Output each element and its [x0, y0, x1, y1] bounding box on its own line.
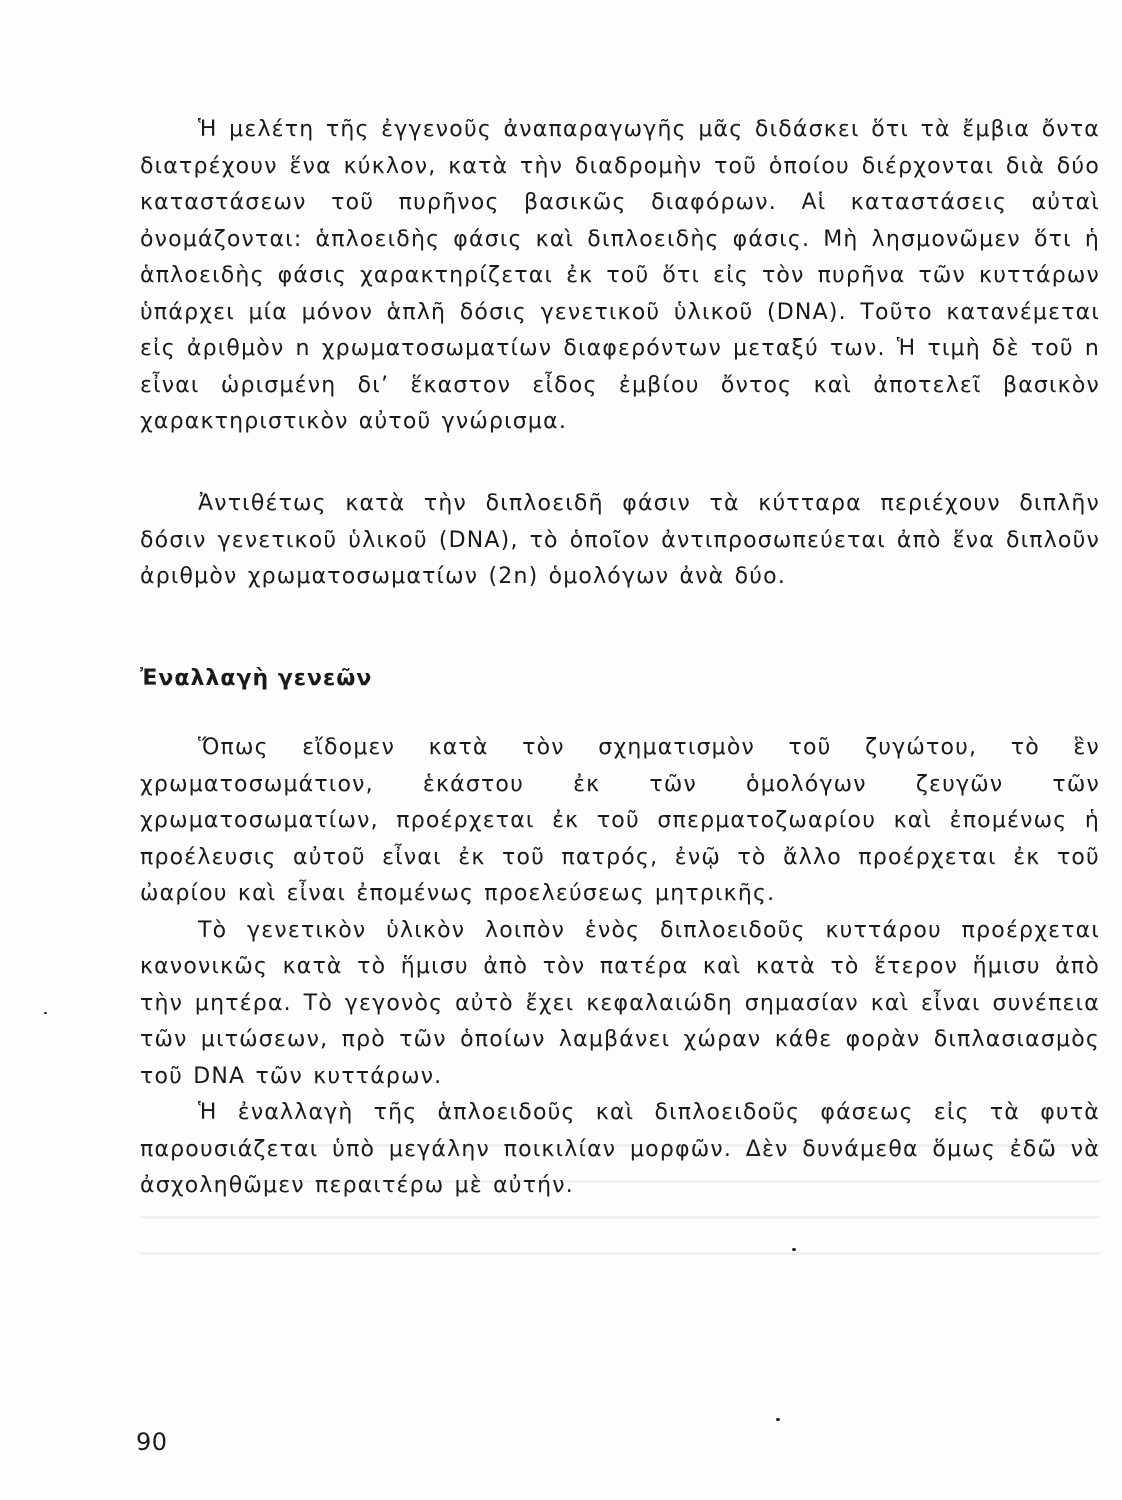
page-number: 90	[136, 1428, 168, 1456]
text-section-diploid-phase	[140, 486, 1100, 596]
ink-speck	[44, 1012, 47, 1014]
ink-speck	[776, 1418, 780, 1421]
text-section-haploid-diploid	[140, 112, 1100, 441]
paragraph: Ἀντιθέτως κατὰ τὴν διπλοειδῆ φάσιν τὰ κύτταρα περιέχουν διπλῆν δόσιν γενετικοῦ ὑλικοῦ (DNA), τὸ ὁποῖον ἀντιπροσωπεύεται ἀπὸ ἕνα διπλοῦν ἀριθμὸν χρωματοσωματίων (2n) ὁμολόγων ἀνὰ δύο.	[140, 491, 1100, 589]
ink-speck	[792, 1248, 796, 1251]
paragraph: Ἡ μελέτη τῆς ἐγγενοῦς ἀναπαραγωγῆς μᾶς διδάσκει ὅτι τὰ ἔμβια ὄντα διατρέχουν ἕνα κύκλον, κατὰ τὴν διαδρομὴν τοῦ ὁποίου διέρχονται διὰ δύο καταστάσεων τοῦ πυρῆνος βασικῶς διαφόρων. Αἱ καταστάσεις αὐταὶ ὀνομάζονται: ἁπλοειδὴς φάσις καὶ διπλοειδὴς φάσις. Μὴ λησμονῶμεν ὅτι ἡ ἁπλοειδὴς φάσις χαρακτηρίζεται ἐκ τοῦ ὅτι εἰς τὸν πυρῆνα τῶν κυττάρων ὑπάρχει μία μόνον ἁπλῆ δόσις γενετικοῦ ὑλικοῦ (DNA). Τοῦτο κατανέμεται εἰς ἀριθμὸν n χρωματοσωματίων διαφερόντων μεταξύ των. Ἡ τιμὴ δὲ τοῦ n εἶναι ὡρισμένη δι’ ἕκαστον εἶδος ἐμβίου ὄντος καὶ ἀποτελεῖ βασικὸν χαρακτηριστικὸν αὐτοῦ γνώρισμα.	[140, 117, 1100, 434]
paragraph: Ὅπως εἴδομεν κατὰ τὸν σχηματισμὸν τοῦ ζυγώτου, τὸ ἓν χρωματοσωμάτιον, ἑκάστου ἐκ τῶν ὁμολόγων ζευγῶν τῶν χρωματοσωματίων, προέρχεται ἐκ τοῦ σπερματοζωαρίου καὶ ἐπομένως ἡ προέλευσις αὐτοῦ εἶναι ἐκ τοῦ πατρός, ἐνῷ τὸ ἄλλο προέρχεται ἐκ τοῦ ὠαρίου καὶ εἶναι ἐπομένως προελεύσεως μητρικῆς.	[140, 735, 1100, 906]
section-heading: Ἐναλλαγὴ γενεῶν	[140, 666, 373, 691]
paragraph: Ἡ ἐναλλαγὴ τῆς ἁπλοειδοῦς καὶ διπλοειδοῦς φάσεως εἰς τὰ φυτὰ παρουσιάζεται ὑπὸ μεγάλην ποικιλίαν μορφῶν. Δὲν δυνάμεθα ὅμως ἐδῶ νὰ ἀσχοληθῶμεν περαιτέρω μὲ αὐτήν.	[140, 1100, 1100, 1198]
text-section-alternation	[140, 730, 1100, 1205]
paragraph: Τὸ γενετικὸν ὑλικὸν λοιπὸν ἑνὸς διπλοειδοῦς κυττάρου προέρχεται κανονικῶς κατὰ τὸ ἥμισυ ἀπὸ τὸν πατέρα καὶ κατὰ τὸ ἕτερον ἥμισυ ἀπὸ τὴν μητέρα. Τὸ γεγονὸς αὐτὸ ἔχει κεφαλαιώδη σημασίαν καὶ εἶναι συνέπεια τῶν μιτώσεων, πρὸ τῶν ὁποίων λαμβάνει χώραν κάθε φορὰν διπλασιασμὸς τοῦ DNA τῶν κυττάρων.	[140, 917, 1100, 1089]
